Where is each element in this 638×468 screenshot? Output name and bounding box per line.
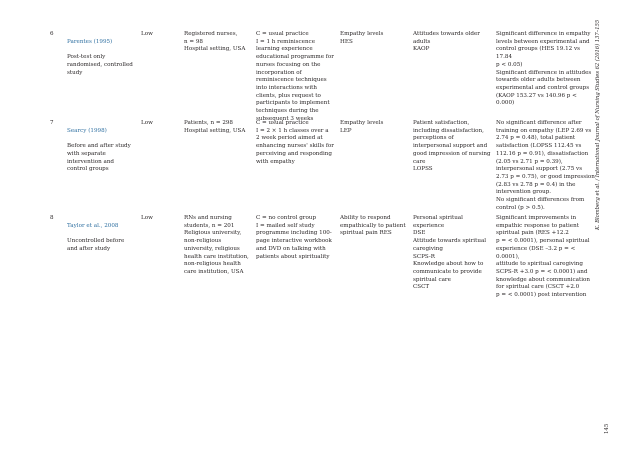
sample-setting: Patients, n = 298 Hospital setting, USA	[184, 120, 246, 134]
empathy-outcome: Empathy levels HES	[340, 31, 384, 45]
journal-running-header: K. Blomberg et al. / International Journal of Nursing Studies 62 (2016) 137–155	[595, 19, 601, 230]
study-number: 8	[50, 215, 54, 221]
intervention: C = usual practice I = 2 × 1 h classes over a 2 week period aimed at enhancing nurses' skills for perceiving and responding with empathy	[256, 120, 334, 165]
reference-link[interactable]: Parentes (1995)	[67, 38, 113, 45]
intervention: C = usual practice I = 1 h reminiscence learning experience educational programme for nurses focusing on the incorporation of reminiscence techniques into interactions with clients, plus request to participants to implement techniques during the subsequent 3 weeks	[256, 31, 334, 122]
intervention: C = no control group I = mailed self study programme including 100- page interactive workbook and DVD on talking with patients about spirituality	[256, 215, 332, 260]
quality-rating: Low	[141, 215, 153, 221]
results: Significant improvements in empathic response to patient spiritual pain (RES +12.2 p = < 0.0001), personal spiritual experience (DSE –3.2 p = < 0.0001), attitude to spiritual caregiving SCPS-R +3.0 p = < 0.0001) and knowledge about communication for spiritual care (CSCT +2.0 p = < 0.0001) post intervention	[496, 215, 590, 299]
other-outcomes: Attitudes towards older adults KAOP	[413, 31, 480, 53]
results: Significant difference in empathy levels between experimental and control groups (HES 19.12 vs 17.84 p < 0.05) Significant difference in attitudes towards older adults between experimental and control groups (KAOP 153.27 vs 140.96 p < 0.000)	[496, 31, 592, 107]
reference-cell	[67, 120, 133, 182]
page-number: 145	[604, 423, 610, 434]
study-number: 7	[50, 120, 54, 126]
reference-cell	[67, 215, 133, 261]
other-outcomes: Patient satisfaction, including dissatisfaction, perceptions of interpersonal support and good impression of nursing care LOPSS	[413, 120, 491, 173]
quality-rating: Low	[141, 31, 153, 37]
study-number: 6	[50, 31, 54, 37]
quality-rating: Low	[141, 120, 153, 126]
study-design: Post-test only randomised, controlled study	[67, 54, 133, 76]
empathy-outcome: Ability to respond empathically to patient spiritual pain RES	[340, 215, 406, 237]
reference-link[interactable]: Taylor et al., 2008	[67, 222, 119, 229]
reference-link[interactable]: Searcy (1998)	[67, 127, 107, 134]
other-outcomes: Personal spiritual experience DSE Attitude towards spiritual caregiving SCPS-R Knowledge about how to communicate to provide spiritual care CSCT	[413, 215, 487, 291]
empathy-outcome: Empathy levels LEP	[340, 120, 384, 134]
study-design: Uncontrolled before and after study	[67, 238, 125, 252]
reference-cell	[67, 31, 133, 85]
sample-setting: RNs and nursing students, n = 201 Religious university, non-religious university, religious health care institution, non-religious health care institution, USA	[184, 215, 249, 275]
sample-setting: Registered nurses, n = 98 Hospital setting, USA	[184, 31, 246, 53]
study-design: Before and after study with separate intervention and control groups	[67, 143, 131, 173]
results: No significant difference after training on empathy (LEP 2.69 vs 2.74 p = 0.48), total patient satisfaction (LOPSS 112.45 vs 112.16 p = 0.91), dissatisfaction (2.05 vs 2.71 p = 0.39), interpersonal support (2.75 vs 2.73 p = 0.75), or good impression (2.83 vs 2.78 p = 0.4) in the intervention group. No significant differences from control (p > 0.5).	[496, 120, 595, 211]
